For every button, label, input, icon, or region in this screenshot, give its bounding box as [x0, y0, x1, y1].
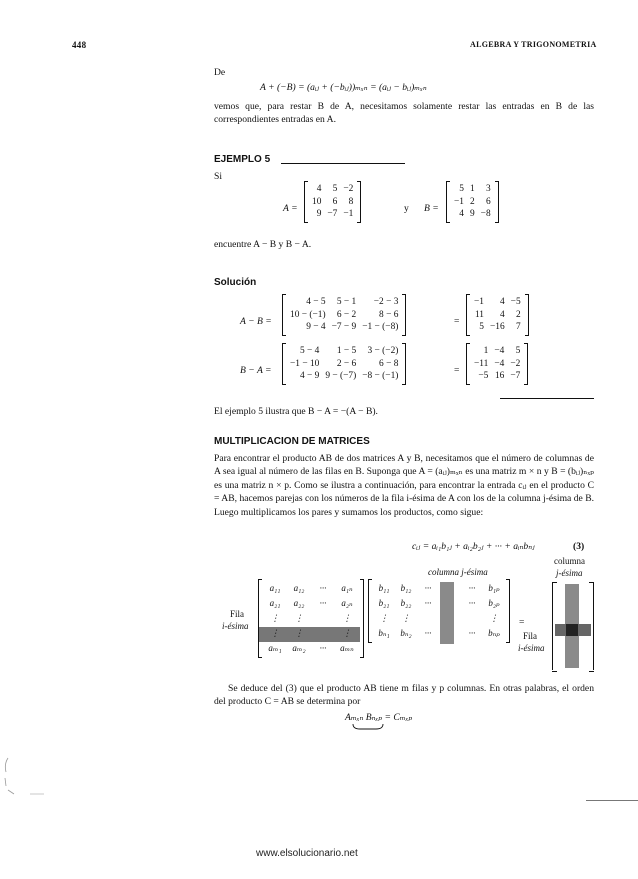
a-minus-b-result-cell: 2 [515, 309, 521, 320]
matrix-b-cell: 3 [485, 184, 491, 194]
c-entry-cij [566, 624, 578, 636]
a-minus-b-expr-cell: −7 − 9 [331, 322, 357, 332]
margin-mark [0, 752, 60, 802]
a-minus-b-result-cell: −16 [489, 322, 505, 332]
big-matrix-a-cell [311, 626, 335, 641]
columna-label: columna j-ésima [428, 567, 488, 577]
equals-3: = [519, 617, 525, 628]
equals-1: = [454, 316, 460, 327]
big-matrix-b-cell: ⋮ [489, 613, 499, 623]
y-label: y [404, 203, 409, 214]
big-matrix-a-cell: a₁₁ [269, 583, 281, 593]
big-matrix-a-cell [311, 611, 335, 626]
b-minus-a-expr-matrix [282, 344, 406, 384]
big-matrix-a-cell: ⋮ [294, 628, 304, 638]
big-matrix-a-cell: ··· [319, 598, 327, 608]
a-minus-b-expr-cell: 8 − 6 [379, 309, 399, 320]
matrix-b-cell: 1 [469, 184, 475, 194]
product-entry-formula: cᵢⱼ = aᵢ₁b₁ⱼ + aᵢ₂b₂ⱼ + ··· + aᵢₙbₙⱼ [412, 541, 535, 552]
matrix-b [446, 182, 499, 222]
matrix-a-cell: −2 [343, 184, 354, 194]
formula-number: (3) [573, 541, 585, 552]
big-matrix-b-cell [439, 581, 461, 596]
equals-2: = [454, 365, 460, 376]
solucion-heading: Solución [214, 277, 257, 288]
a-minus-b-expr-matrix [282, 295, 406, 335]
matrix-a-cell: 9 [316, 209, 322, 219]
matrix-b-cell: 2 [469, 196, 475, 207]
a-minus-b-label: A − B = [240, 316, 272, 327]
big-matrix-b-cell: ··· [468, 583, 476, 593]
b-minus-a-result-cell: −2 [510, 358, 521, 369]
big-matrix-a-cell: ⋮ [294, 613, 304, 623]
big-matrix-b-cell: bₙ₂ [400, 628, 412, 638]
big-matrix-b-cell [461, 611, 483, 626]
big-matrix-b-cell [417, 611, 439, 626]
big-matrix-b-cell: b₂₁ [378, 598, 390, 608]
columna-right-label-1: columna [554, 556, 585, 566]
b-minus-a-expr-cell: 6 − 8 [379, 358, 399, 369]
intro-text: vemos que, para restar B de A, necesitamos solamente restar las entradas en B de las correspondientes entradas en A. [214, 101, 594, 126]
b-minus-a-result-cell: −7 [510, 371, 521, 381]
big-matrix-b-cell: ··· [468, 628, 476, 638]
b-minus-a-result-cell: −4 [494, 346, 505, 356]
a-minus-b-result-cell: 4 [499, 297, 505, 307]
matrix-b-cell: −8 [480, 209, 491, 219]
multiplicacion-closing: Se deduce del (3) que el producto AB tiene m filas y p columnas. En otras palabras, el orden del producto C = AB se determina por [214, 683, 594, 708]
b-minus-a-result-cell: −11 [474, 358, 489, 369]
big-matrix-b-cell [439, 626, 461, 641]
matrix-b-cell: 4 [459, 209, 464, 219]
a-minus-b-result-cell: 4 [499, 309, 505, 320]
big-matrix-a-cell: ⋮ [342, 628, 352, 638]
matrix-b-cell: 9 [469, 209, 475, 219]
big-matrix-b-cell: b₂₂ [400, 598, 412, 608]
big-matrix-b-cell: ⋮ [379, 613, 389, 623]
b-minus-a-result-cell: 16 [494, 371, 505, 381]
big-matrix-a-cell: aₘₙ [340, 643, 354, 653]
ejemplo-heading: EJEMPLO 5 [214, 154, 271, 165]
big-matrix-b-cell: ··· [424, 598, 432, 608]
b-minus-a-expr-cell: 4 − 9 [299, 371, 320, 381]
columna-right-label-2: j-ésima [556, 568, 583, 578]
de-label: De [214, 67, 226, 78]
big-matrix-b-cell [439, 596, 461, 611]
big-matrix-a-cell: a₂₁ [269, 598, 281, 608]
order-formula: Aₘₓₙ Bₙₓₚ = Cₘₓₚ [345, 712, 413, 723]
matrix-a-cell: −1 [343, 209, 354, 219]
b-minus-a-result-cell: 5 [515, 346, 521, 356]
ejemplo-task: encuentre A − B y B − A. [214, 239, 312, 250]
big-matrix-a-cell: a₁ₙ [341, 583, 353, 593]
a-minus-b-expr-cell: 4 − 5 [306, 297, 326, 307]
big-matrix-b-cell: ··· [424, 628, 432, 638]
big-matrix-a-cell: aₘ₁ [268, 643, 282, 653]
big-matrix-b-cell: b₂ₚ [488, 598, 500, 608]
big-matrix-a-cell: ··· [319, 643, 327, 653]
matrix-a-cell: 8 [348, 196, 354, 207]
a-minus-b-result-cell: 11 [474, 309, 484, 320]
a-minus-b-expr-cell: 5 − 1 [336, 297, 357, 307]
a-minus-b-expr-cell: 6 − 2 [336, 309, 357, 320]
big-matrix-c [552, 582, 594, 670]
solucion-conclusion: El ejemplo 5 ilustra que B − A = −(A − B). [214, 406, 378, 417]
a-minus-b-result-cell: −1 [474, 297, 484, 307]
big-matrix-a-cell: ··· [319, 583, 327, 593]
big-matrix-a-cell: aₘ₂ [292, 643, 306, 653]
a-minus-b-result-cell: 5 [479, 322, 484, 332]
a-minus-b-result-cell: −5 [510, 297, 521, 307]
ejemplo-rule [281, 163, 405, 164]
order-link-brace [350, 722, 386, 732]
b-minus-a-expr-cell: 1 − 5 [336, 346, 357, 356]
matrix-a-cell: 10 [312, 196, 322, 207]
subtraction-formula: A + (−B) = (aᵢⱼ + (−bᵢⱼ))ₘₓₙ = (aᵢⱼ − bᵢⱼ)ₘₓₙ [260, 82, 427, 93]
big-matrix-b [368, 580, 510, 642]
big-matrix-b-cell: b₁₂ [400, 583, 412, 593]
b-minus-a-label: B − A = [240, 365, 272, 376]
b-minus-a-expr-cell: 5 − 4 [299, 346, 320, 356]
big-matrix-a [258, 580, 364, 657]
big-matrix-a-cell: a₂₂ [293, 598, 305, 608]
big-matrix-b-cell: ··· [424, 583, 432, 593]
big-matrix-b-cell: ⋮ [401, 613, 411, 623]
b-minus-a-expr-cell: −1 − 10 [290, 358, 320, 369]
a-minus-b-expr-cell: 10 − (−1) [290, 309, 326, 320]
b-minus-a-expr-cell: 3 − (−2) [367, 346, 399, 356]
a-minus-b-result-cell: 7 [515, 322, 521, 332]
matrix-b-cell: −1 [454, 196, 464, 207]
b-minus-a-expr-cell: −8 − (−1) [362, 371, 399, 381]
a-minus-b-result-matrix [466, 295, 529, 335]
matrix-a-cell: −7 [327, 209, 338, 219]
matrix-a-label: A = [283, 203, 298, 214]
multiplicacion-paragraph: Para encontrar el producto AB de dos matrices A y B, necesitamos que el número de columnas de A sea igual al número de las filas en B. Suponga que A = (aᵢⱼ)ₘₓₙ es una matriz m × n y B = (bᵢⱼ)ₙₓₚ es una matriz n × p. Como se ilustra a continuación, para encontrar la entrada cᵢⱼ en el producto C = AB, hacemos parejas con los números de la fila i-ésima de A con los de la columna j-ésima de B. Luego multiplicamos los pares y sumamos los productos, como sigue: [214, 453, 594, 518]
multiplicacion-heading: MULTIPLICACION DE MATRICES [214, 436, 370, 447]
solucion-end-rule [500, 398, 594, 399]
a-minus-b-expr-cell: −2 − 3 [373, 297, 399, 307]
big-matrix-a-cell: a₁₂ [293, 583, 305, 593]
b-minus-a-result-cell: 1 [483, 346, 489, 356]
running-title: ALGEBRA Y TRIGONOMETRIA [470, 40, 597, 49]
big-matrix-a-cell: ⋮ [270, 628, 280, 638]
fila-left-label-1: Fila [230, 609, 245, 619]
margin-rule [586, 800, 638, 801]
matrix-b-label: B = [424, 203, 439, 214]
big-matrix-b-cell: bₙ₁ [378, 628, 390, 638]
b-minus-a-result-cell: −4 [494, 358, 505, 369]
big-matrix-a-cell: ⋮ [342, 613, 352, 623]
big-matrix-a-cell: ⋮ [270, 613, 280, 623]
big-matrix-b-cell: b₁₁ [378, 583, 390, 593]
big-matrix-b-cell: bₙₚ [488, 628, 500, 638]
big-matrix-a-cell: a₂ₙ [341, 598, 353, 608]
matrix-a-cell: 5 [332, 184, 338, 194]
fila-right-label-1: Fila [523, 631, 538, 641]
b-minus-a-expr-cell: 9 − (−7) [325, 371, 357, 381]
big-matrix-b-cell: b₁ₚ [488, 583, 500, 593]
matrix-a [304, 182, 361, 222]
matrix-a-cell: 4 [316, 184, 322, 194]
page-number: 448 [72, 40, 87, 50]
b-minus-a-expr-cell: 2 − 6 [336, 358, 357, 369]
big-matrix-b-cell: ··· [468, 598, 476, 608]
fila-left-label-2: i-ésima [222, 621, 249, 631]
footer-url: www.elsolucionario.net [256, 848, 358, 859]
si-label: Si [214, 171, 223, 182]
b-minus-a-result-cell: −5 [478, 371, 489, 381]
big-matrix-b-cell [439, 611, 461, 626]
matrix-b-cell: 5 [459, 184, 464, 194]
a-minus-b-expr-cell: 9 − 4 [306, 322, 326, 332]
b-minus-a-result-matrix [466, 344, 528, 384]
matrix-a-cell: 6 [332, 196, 338, 207]
matrix-b-cell: 6 [485, 196, 491, 207]
a-minus-b-expr-cell: −1 − (−8) [362, 322, 399, 332]
fila-right-label-2: i-ésima [518, 643, 545, 653]
